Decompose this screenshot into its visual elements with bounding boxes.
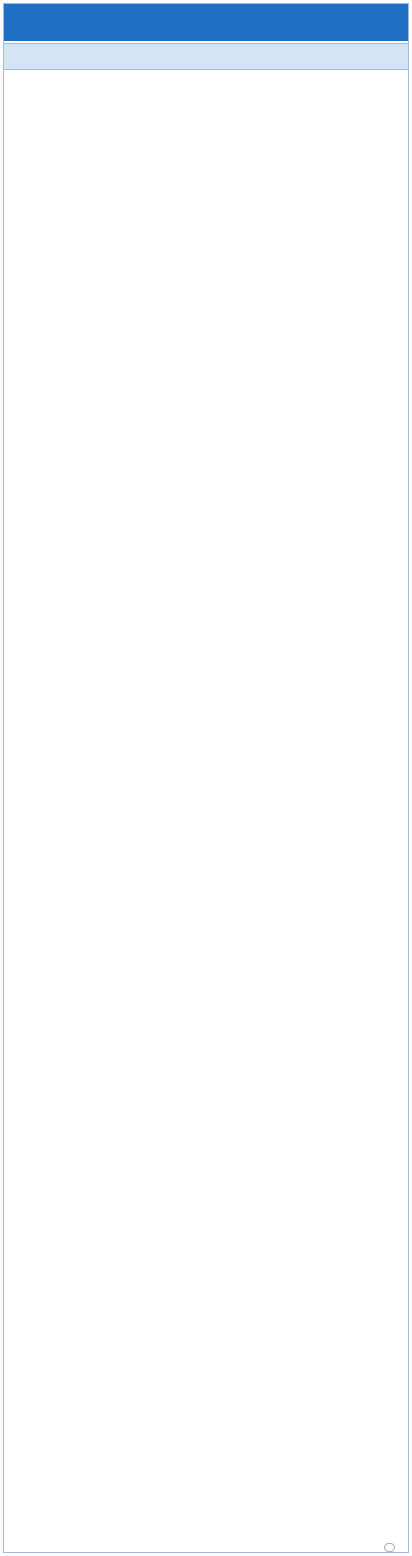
- table-border: [3, 3, 409, 1553]
- table-header: [3, 43, 409, 70]
- page-title: [3, 3, 409, 41]
- wechat-icon: [384, 1543, 395, 1552]
- watermark: [384, 1543, 398, 1552]
